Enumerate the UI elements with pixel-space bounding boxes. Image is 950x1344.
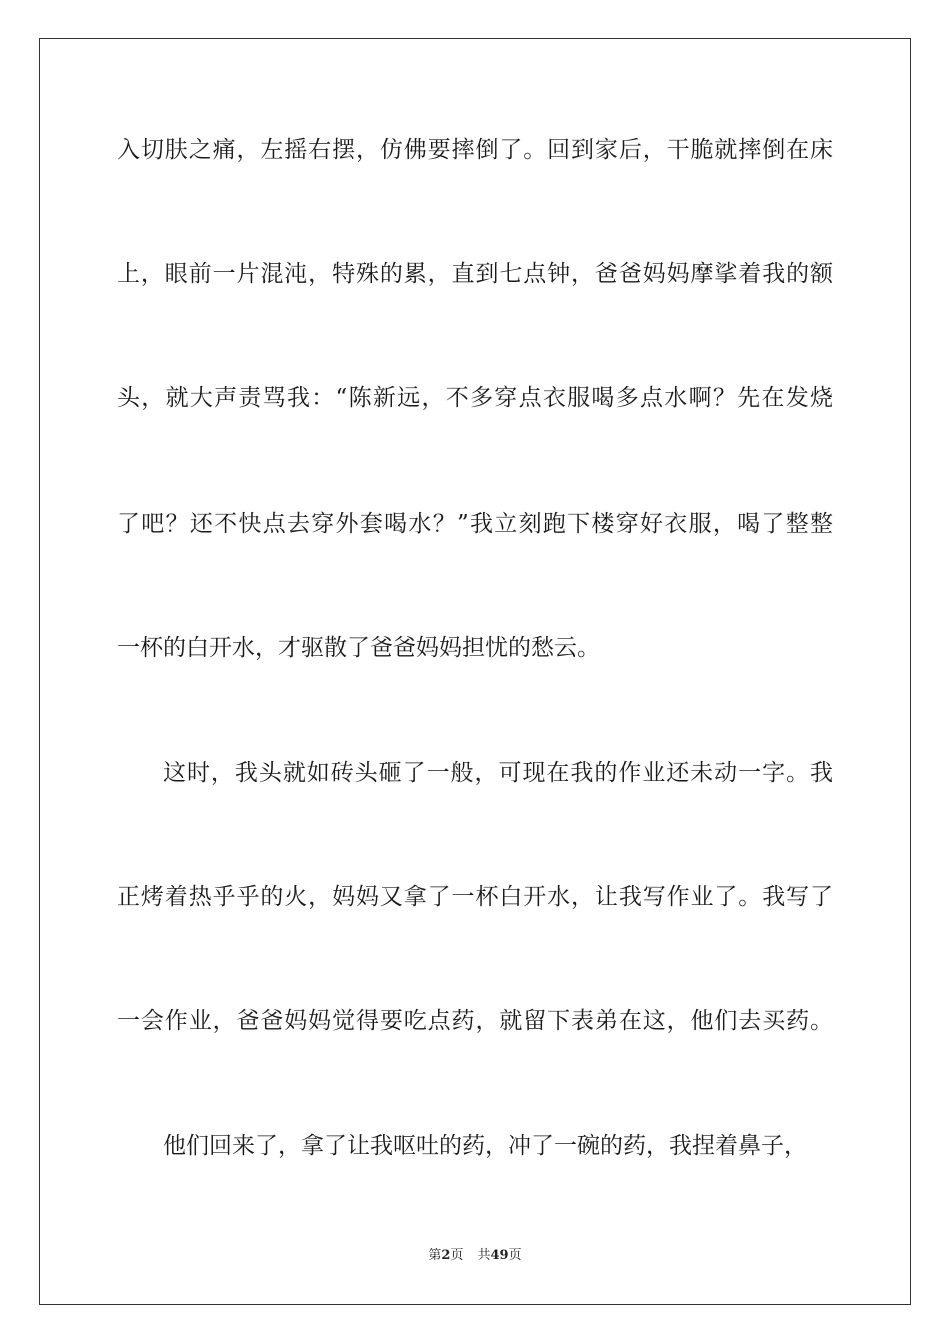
text-line-6: 这时，我头就如砖头砸了一般，可现在我的作业还未动一字。我 [163, 760, 833, 786]
page-number: 2 [441, 1248, 451, 1263]
page-suffix: 页 [450, 1248, 464, 1263]
page-border [39, 38, 911, 1305]
text-line-9: 他们回来了，拿了让我呕吐的药，冲了一碗的药，我捏着鼻子， [163, 1133, 807, 1159]
text-line-5: 一杯的白开水，才驱散了爸爸妈妈担忧的愁云。 [117, 635, 600, 661]
page-prefix: 第 [428, 1248, 442, 1263]
text-line-2: 上，眼前一片混沌，特殊的累，直到七点钟，爸爸妈妈摩挲着我的额 [117, 261, 833, 287]
page-footer [0, 1246, 950, 1266]
text-line-1: 入切肤之痛，左摇右摆，仿佛要摔倒了。回到家后，干脆就摔倒在床 [117, 137, 833, 163]
text-line-7: 正烤着热乎乎的火，妈妈又拿了一杯白开水，让我写作业了。我写了 [117, 884, 833, 910]
text-line-3: 头，就大声责骂我：“陈新远，不多穿点衣服喝多点水啊？先在发烧 [117, 385, 833, 411]
text-line-8: 一会作业，爸爸妈妈觉得要吃点药，就留下表弟在这，他们去买药。 [117, 1008, 833, 1034]
total-pages: 49 [490, 1248, 509, 1263]
text-line-4: 了吧？还不快点去穿外套喝水？”我立刻跑下楼穿好衣服，喝了整整 [117, 511, 833, 537]
total-suffix: 页 [508, 1248, 522, 1263]
total-prefix: 共 [477, 1248, 491, 1263]
